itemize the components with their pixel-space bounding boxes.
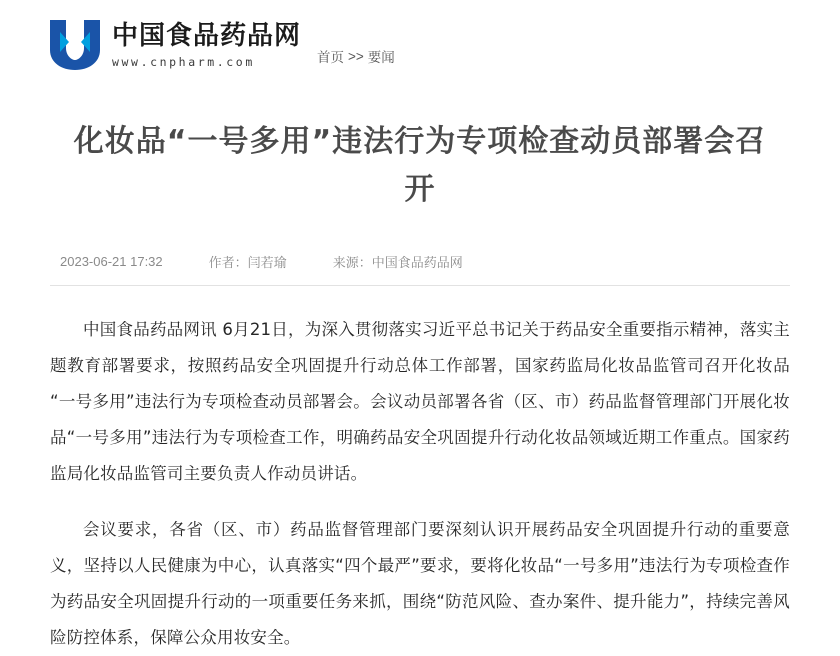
breadcrumb-current-link[interactable]: 要闻 <box>367 50 395 65</box>
article-paragraph: 会议要求，各省（区、市）药品监督管理部门要深刻认识开展药品安全巩固提升行动的重要意义，坚持以人民健康为中心，认真落实“四个最严”要求，要将化妆品“一号多用”违法行为专项检查作为药品安全巩固提升行动的一项重要任务来抓，围绕“防范风险、查办案件、提升能力”，持续完善风险防控体系，保障公众用妆安全。 <box>50 520 790 647</box>
article-body <box>50 312 790 656</box>
author-name: 闫若瑜 <box>247 255 287 270</box>
article-container <box>50 74 790 656</box>
page-title: 化妆品“一号多用”违法行为专项检查动员部署会召开 <box>73 124 767 207</box>
source-label: 来源： <box>332 255 372 270</box>
article-paragraph: 中国食品药品网讯 6月21日，为深入贯彻落实习近平总书记关于药品安全重要指示精神，落实主题教育部署要求，按照药品安全巩固提升行动总体工作部署，国家药监局化妆品监管司召开化妆品“一号多用”违法行为专项检查动员部署会。会议动员部署各省（区、市）药品监督管理部门开展化妆品“一号多用”违法行为专项检查工作，明确药品安全巩固提升行动化妆品领域近期工作重点。国家药监局化妆品监管司主要负责人作动员讲话。 <box>50 320 790 483</box>
breadcrumb-home-link[interactable]: 首页 <box>317 50 345 65</box>
cnpharm-logo-icon <box>46 18 104 72</box>
article-meta <box>50 252 790 271</box>
site-logo[interactable] <box>46 18 301 72</box>
breadcrumb-separator: >> <box>348 48 364 64</box>
publish-datetime: 2023-06-21 17:32 <box>60 254 163 269</box>
meta-divider <box>50 285 790 286</box>
breadcrumb <box>317 46 395 66</box>
site-header <box>0 0 840 74</box>
logo-text-block <box>112 21 301 70</box>
source-name: 中国食品药品网 <box>371 255 463 270</box>
site-url: www.cnpharm.com <box>112 54 255 69</box>
site-title: 中国食品药品网 <box>112 20 302 51</box>
author-label: 作者： <box>208 255 248 270</box>
